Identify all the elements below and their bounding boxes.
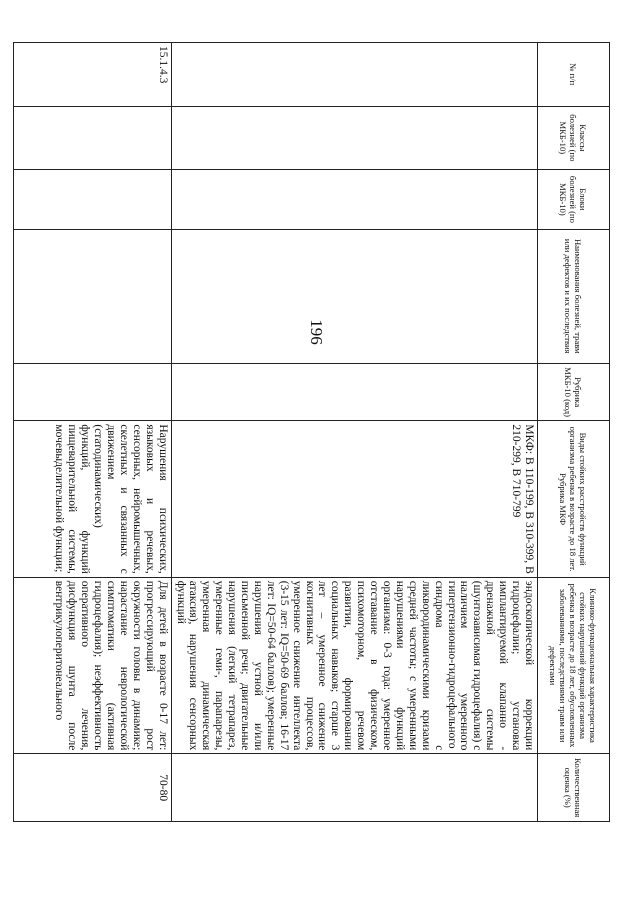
table-header-row: [538, 43, 610, 822]
cell-disease-block: [13, 170, 171, 230]
cell-icd-heading: [171, 363, 537, 421]
header-disease-block: Блоки болезней (по МКБ-10): [538, 170, 610, 230]
header-disease-name: Наименования болезней, травм или дефектов и их последствия: [538, 229, 610, 363]
header-characteristic: Клинико-функциональная характеристика стойких нарушений функций организма ребенка в возрасте до 18 лет, обусловленных заболеваниями, последствиями травм или дефектами: [538, 577, 610, 754]
header-icd-heading: Рубрика МКБ-10 (код): [538, 363, 610, 421]
cell-disease-class: [171, 106, 537, 170]
cell-characteristic: Для детей в возрасте 0-17 лет: прогрессирующий рост окружности головы в динамике; нарастание неврологической симптоматики (активная гидроцефалия); неэффективность оперативного лечения, дисфункция шунта после вентрикулоперитонеального: [13, 577, 171, 754]
page-number: 196: [306, 319, 326, 345]
header-score: Количественная оценка (%): [538, 754, 610, 822]
cell-disease-name: [13, 229, 171, 363]
cell-characteristic: эндоскопической коррекции гидроцефалии; установка имплантируемой клапанно - дренажной системы (шунтозависимая гидроцефалия) с наличием умеренного гипертензионно-гидроцефального синдрома с ликвородинамическими кризами средней частоты; с умеренными нарушениями функций организма: 0-3 года: умеренное отставание в физическом, психомоторном, речевом развитии, формировании социальных навыков; старше 3 лет – умеренное снижение когнитивных процессов, умеренное снижение интеллекта (3-15 лет: IQ=50-69 баллов; 16-17 лет: IQ=50-64 баллов); умеренные нарушения устной и/или письменной речи; двигательные нарушения (легкий тетрапарез, умеренные геми-, парапарезы, умеренная динамическая атаксия), нарушения сенсорных функций: [171, 577, 537, 754]
cell-disease-name: [171, 229, 537, 363]
table-row: [171, 43, 537, 822]
cell-function-types: МКФ: В 110-199, В 310-399, В 210-299, В 710-799: [171, 421, 537, 577]
header-disease-class: Классы болезней (по МКБ-10): [538, 106, 610, 170]
cell-score: 70-80: [13, 754, 171, 822]
cell-icd-heading: [13, 363, 171, 421]
cell-num: 15.1.4.3: [13, 43, 171, 107]
cell-disease-class: [13, 106, 171, 170]
header-num: № п/п: [538, 43, 610, 107]
cell-disease-block: [171, 170, 537, 230]
rotated-table-container: [53, 42, 610, 822]
cell-function-types: Нарушения психических, языковых и речевых, сенсорных, нейромышечных, скелетных и связанных с движением (статодинамических) функций, функций пищеварительной системы, мочевыделительной функции;: [13, 421, 171, 577]
table-row: [13, 43, 171, 822]
disability-criteria-table: [13, 42, 610, 822]
cell-score: [171, 754, 537, 822]
header-function-types: Виды стойких расстройств функций организма ребенка в возрасте до 18 лет. Рубрика МКФ: [538, 421, 610, 577]
cell-num: [171, 43, 537, 107]
